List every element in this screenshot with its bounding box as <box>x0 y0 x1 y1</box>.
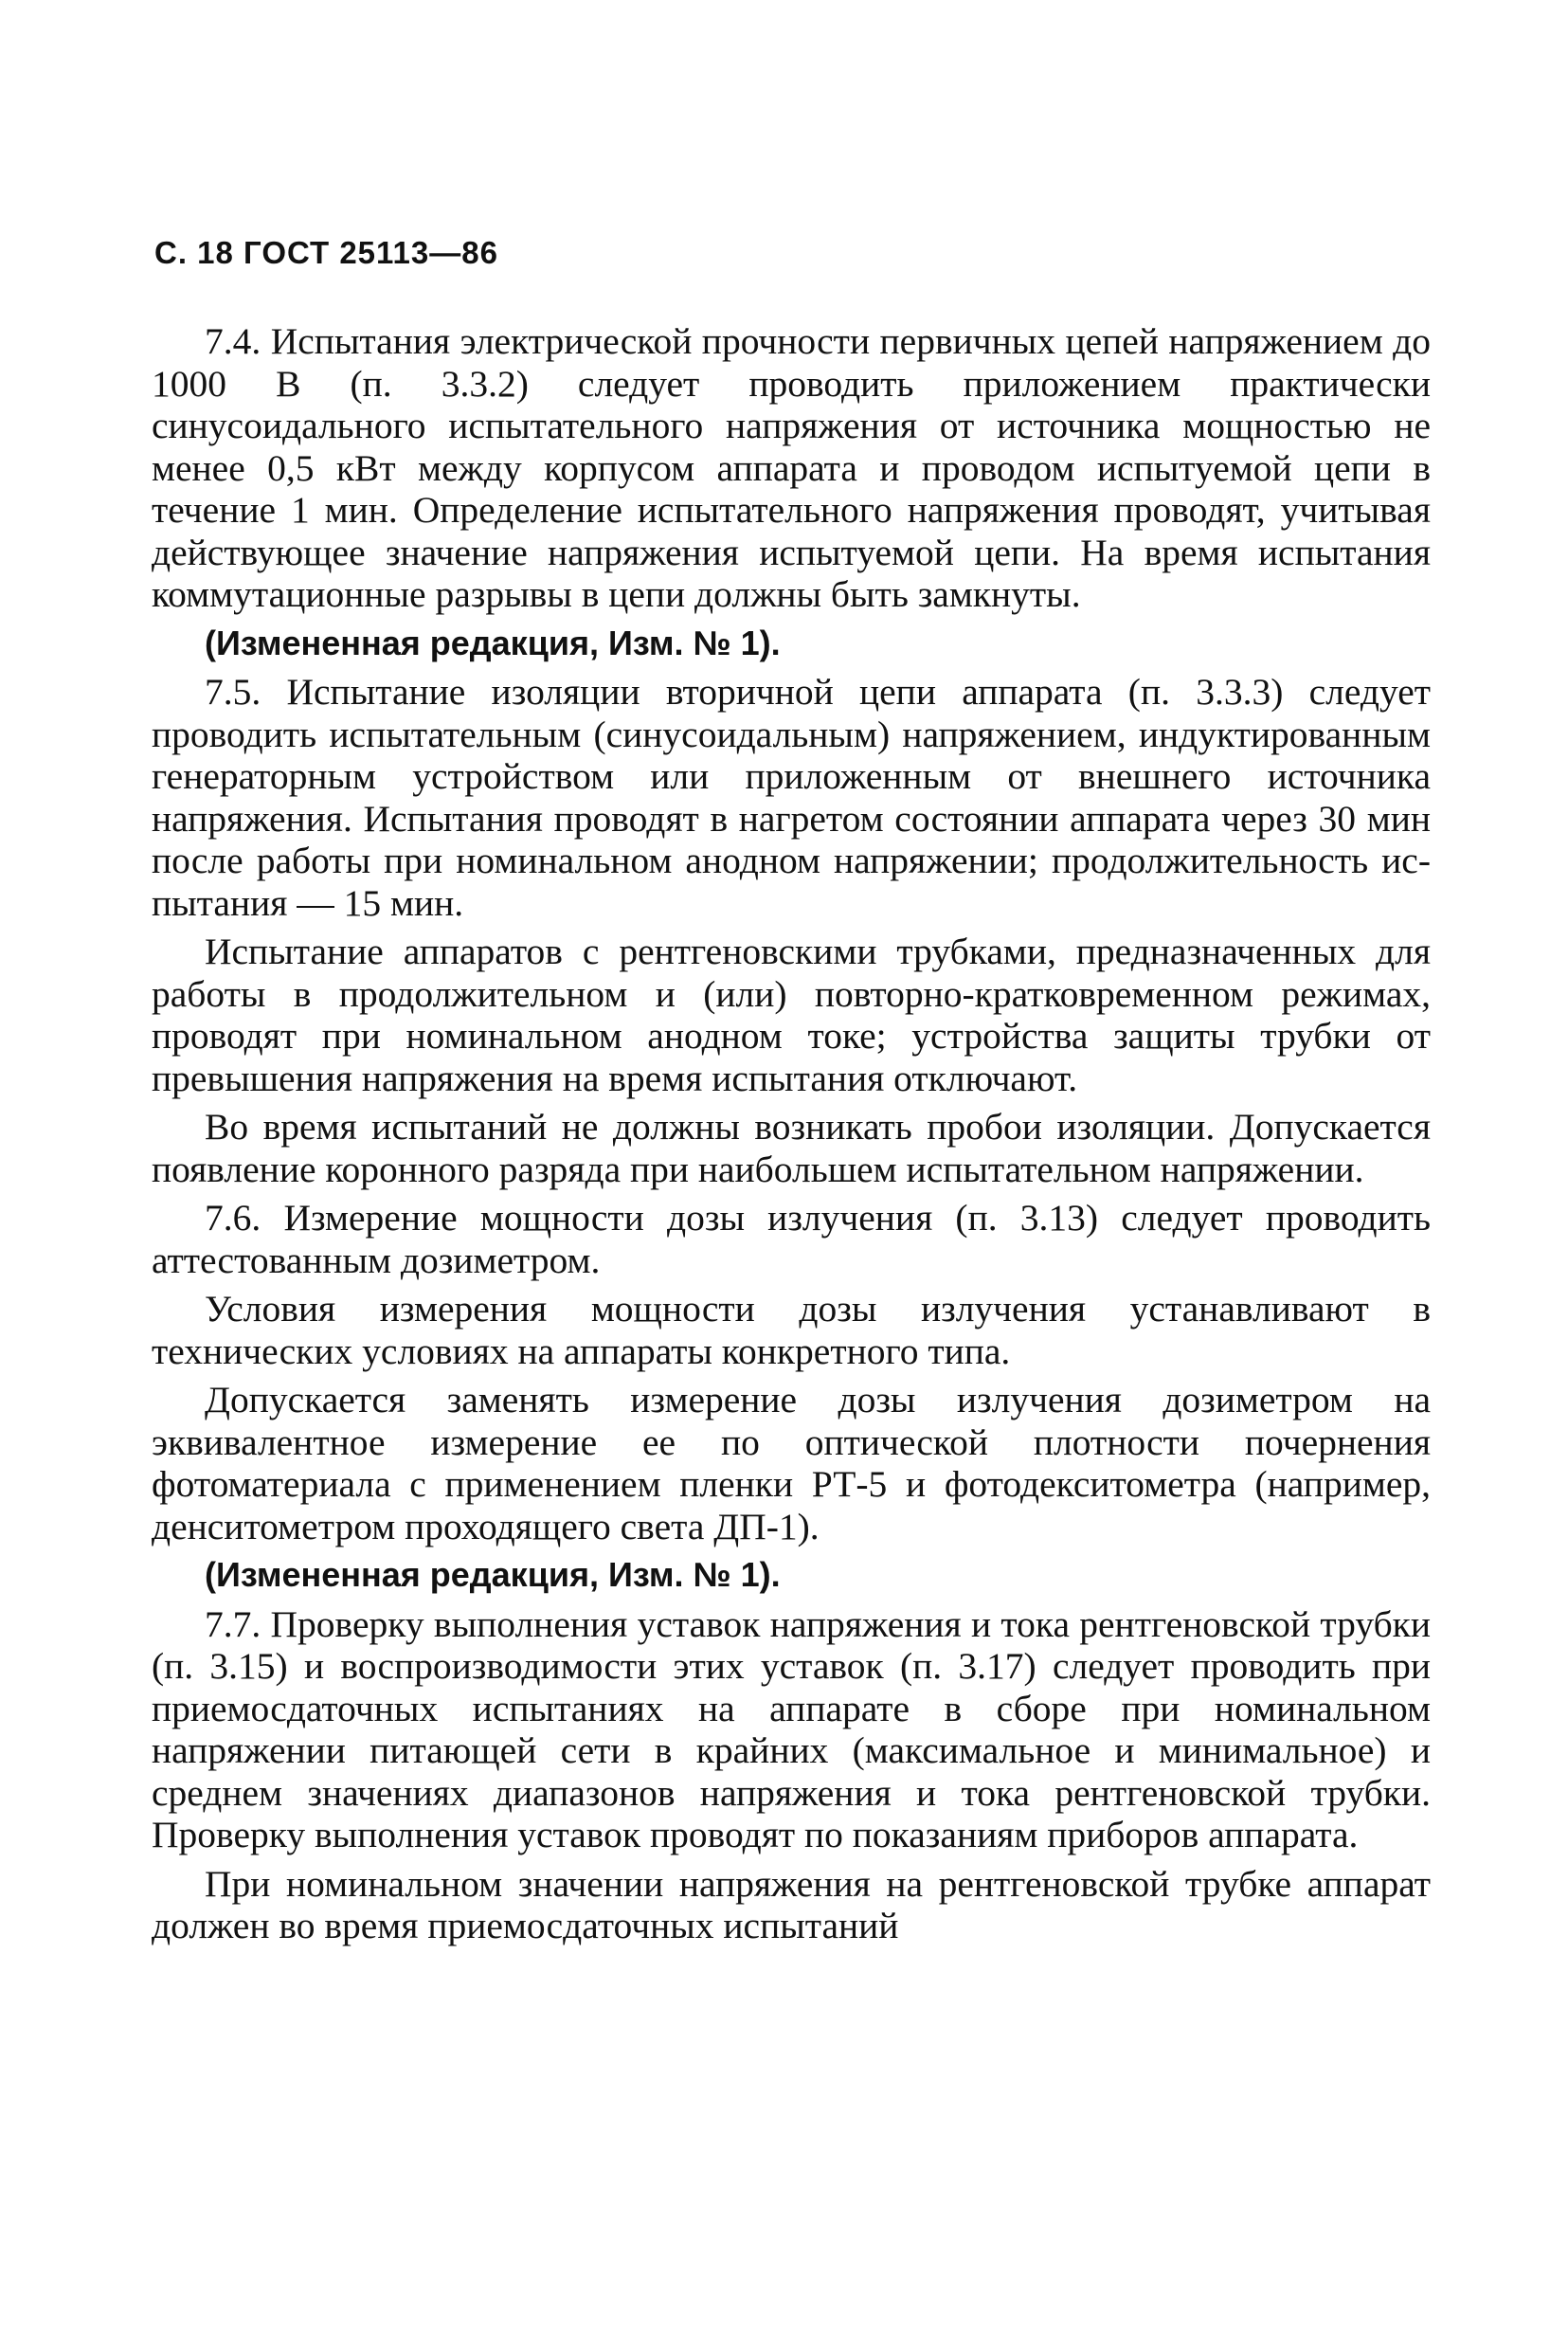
paragraph-breakdown: Во время испытаний не должны возникать пробои изоляции. Допускается появление коронного разряда при наибольшем испытательном напряжении. <box>152 1106 1431 1190</box>
paragraph-7-7: 7.7. Проверку выполнения уставок напряжения и тока рентгеновской трубки (п. 3.15) и воспроизводимости этих уставок (п. 3.17) следует проводить при приемосдаточных испытаниях на аппарате в сборе при номинальном напряжении питающей сети в крайних (максимальное и минимальное) и среднем значениях диапазонов напряжения и тока рентгеновской трубки. Проверку выполнения уставок проводят по показаниям приборов аппарата. <box>152 1602 1431 1855</box>
paragraph-dosimeter-replacement: Допускается заменять измерение дозы излучения дозиметром на эквивалентное измерение ее по оптической плотности почернения фотоматериала с применением пленки РТ-5 и фотодекситометра (например, денситометром проходящего света ДП-1). <box>152 1379 1431 1547</box>
amendment-note: (Измененная редакция, Изм. № 1). <box>205 623 781 662</box>
document-body <box>152 320 1431 1954</box>
paragraph-7-5: 7.5. Испытание изоляции вторичной цепи аппарата (п. 3.3.3) следует проводить испытательным (синусоидальным) напряжением, индуктированным генераторным устройством или приложенным от внешнего источника напряжения. Испытания проводят в нагретом состоянии аппарата через 30 мин после работы при номинальном анодном напряжении; продолжительность испытания — 15 мин. <box>152 671 1431 924</box>
paragraph-7-6: 7.6. Измерение мощности дозы излучения (п. 3.13) следует проводить аттестованным дозиметром. <box>152 1197 1431 1281</box>
paragraph-xray-tubes: Испытание аппаратов с рентгеновскими трубками, предназначенных для работы в продолжительном и (или) повторно-кратковременном режимах, проводят при номинальном анодном токе; устройства защиты трубки от превышения напряжения на время испытания отключают. <box>152 931 1431 1099</box>
paragraph-measurement-conditions: Условия измерения мощности дозы излучения устанавливают в технических условиях на аппараты конкретного типа. <box>152 1288 1431 1372</box>
paragraph-7-4: 7.4. Испытания электрической прочности первичных цепей напряжением до 1000 В (п. 3.3.2) следует проводить приложением практически синусоидального испытательного напряжения от источника мощностью не менее 0,5 кВт между корпусом аппарата и проводом испытуемой цепи в течение 1 мин. Определение испытательного напряжения проводят, учитывая действующее значение напряжения испытуемой цепи. На время испытания коммутационные разрывы в цепи должны быть замкнуты. <box>152 320 1431 615</box>
paragraph-nominal-voltage: При номинальном значении напряжения на рентгеновской трубке аппарат должен во время приемосдаточных испытаний <box>152 1862 1431 1946</box>
page-header: С. 18 ГОСТ 25113—86 <box>154 235 498 270</box>
amendment-note: (Измененная редакция, Изм. № 1). <box>205 1555 781 1594</box>
